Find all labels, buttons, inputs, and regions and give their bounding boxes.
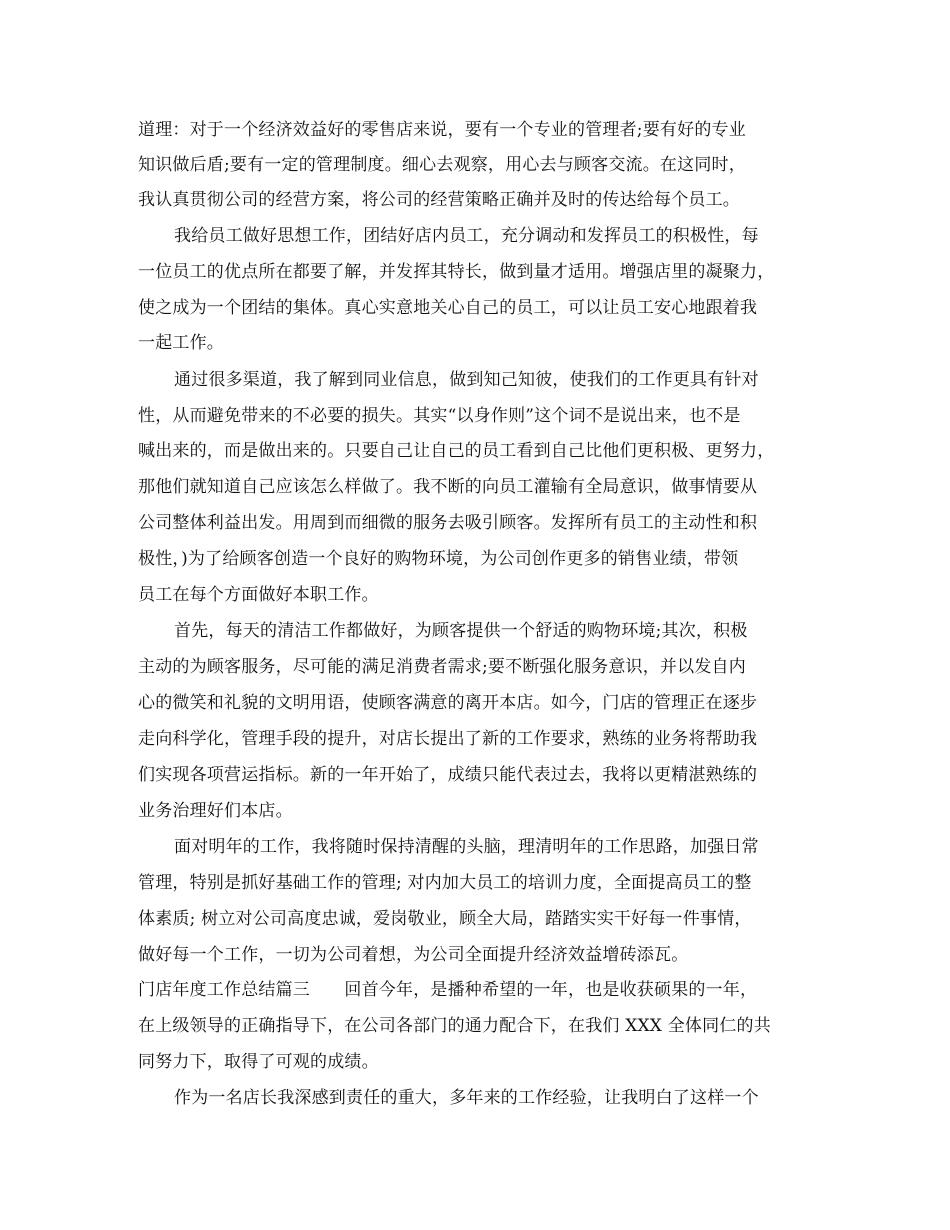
text-line: 同努力下，取得了可观的成绩。 bbox=[138, 1052, 379, 1072]
text-line: 性，从而避免带来的不必要的损失。其实“以身作则”这个词不是说出来，也不是 bbox=[138, 406, 741, 426]
text-line: 极性，)为了给顾客创造一个良好的购物环境，为公司创作更多的销售业绩，带领 bbox=[138, 549, 739, 569]
text-line: 喊出来的，而是做出来的。只要自己让自己的员工看到自己比他们更积极、更努力， bbox=[138, 441, 775, 461]
text-line: 业务治理好们本店。 bbox=[138, 801, 293, 821]
text-line: 主动的为顾客服务，尽可能的满足消费者需求;要不断强化服务意识，并以发自内 bbox=[138, 657, 746, 677]
text-line: 体素质; 树立对公司高度忠诚，爱岗敬业，顾全大局，踏踏实实干好每一件事情， bbox=[138, 909, 752, 929]
text-line: 一位员工的优点所在都要了解，并发挥其特长，做到量才适用。增强店里的凝聚力， bbox=[138, 262, 775, 282]
text-line: 我认真贯彻公司的经营方案，将公司的经营策略正确并及时的传达给每个员工。 bbox=[138, 190, 740, 210]
text-line: 知识做后盾;要有一定的管理制度。细心去观察，用心去与顾客交流。在这同时， bbox=[138, 155, 746, 175]
paragraph-first-line: 首先，每天的清洁工作都做好，为顾客提供一个舒适的购物环境;其次，积极 bbox=[174, 621, 748, 641]
text-line: 心的微笑和礼貌的文明用语，使顾客满意的离开本店。如今，门店的管理正在逐步 bbox=[138, 693, 758, 713]
text-line: 管理，特别是抓好基础工作的管理; 对内加大员工的培训力度，全面提高员工的整 bbox=[138, 873, 752, 893]
text-line: 道理：对于一个经济效益好的零售店来说，要有一个专业的管理者;要有好的专业 bbox=[138, 120, 746, 140]
text-line: 们实现各项营运指标。新的一年开始了，成绩只能代表过去，我将以更精湛熟练的 bbox=[138, 765, 758, 785]
text-line: 一起工作。 bbox=[138, 333, 224, 353]
paragraph-first-line: 我给员工做好思想工作，团结好店内员工，充分调动和发挥员工的积极性，每 bbox=[174, 226, 759, 246]
text-line: 员工在每个方面做好本职工作。 bbox=[138, 585, 379, 605]
text-line: 在上级领导的正确指导下，在公司各部门的通力配合下，在我们 XXX 全体同仁的共 bbox=[138, 1016, 771, 1036]
section-heading-line: 门店年度工作总结篇三 回首今年，是播种希望的一年，也是收获硕果的一年， bbox=[138, 980, 758, 1000]
text-line: 公司整体利益出发。用周到而细微的服务去吸引顾客。发挥所有员工的主动性和积 bbox=[138, 513, 758, 533]
paragraph-first-line: 通过很多渠道，我了解到同业信息，做到知己知彼，使我们的工作更具有针对 bbox=[174, 370, 759, 390]
text-line: 做好每一个工作，一切为公司着想，为公司全面提升经济效益增砖添瓦。 bbox=[138, 945, 689, 965]
text-line: 那他们就知道自己应该怎么样做了。我不断的向员工灌输有全局意识，做事情要从 bbox=[138, 477, 758, 497]
paragraph-first-line: 面对明年的工作，我将随时保持清醒的头脑，理清明年的工作思路，加强日常 bbox=[174, 837, 759, 857]
text-line: 使之成为一个团结的集体。真心实意地关心自己的员工，可以让员工安心地跟着我 bbox=[138, 298, 758, 318]
text-line: 走向科学化，管理手段的提升，对店长提出了新的工作要求，熟练的业务将帮助我 bbox=[138, 729, 758, 749]
paragraph-first-line: 作为一名店长我深感到责任的重大，多年来的工作经验，让我明白了这样一个 bbox=[174, 1088, 759, 1108]
